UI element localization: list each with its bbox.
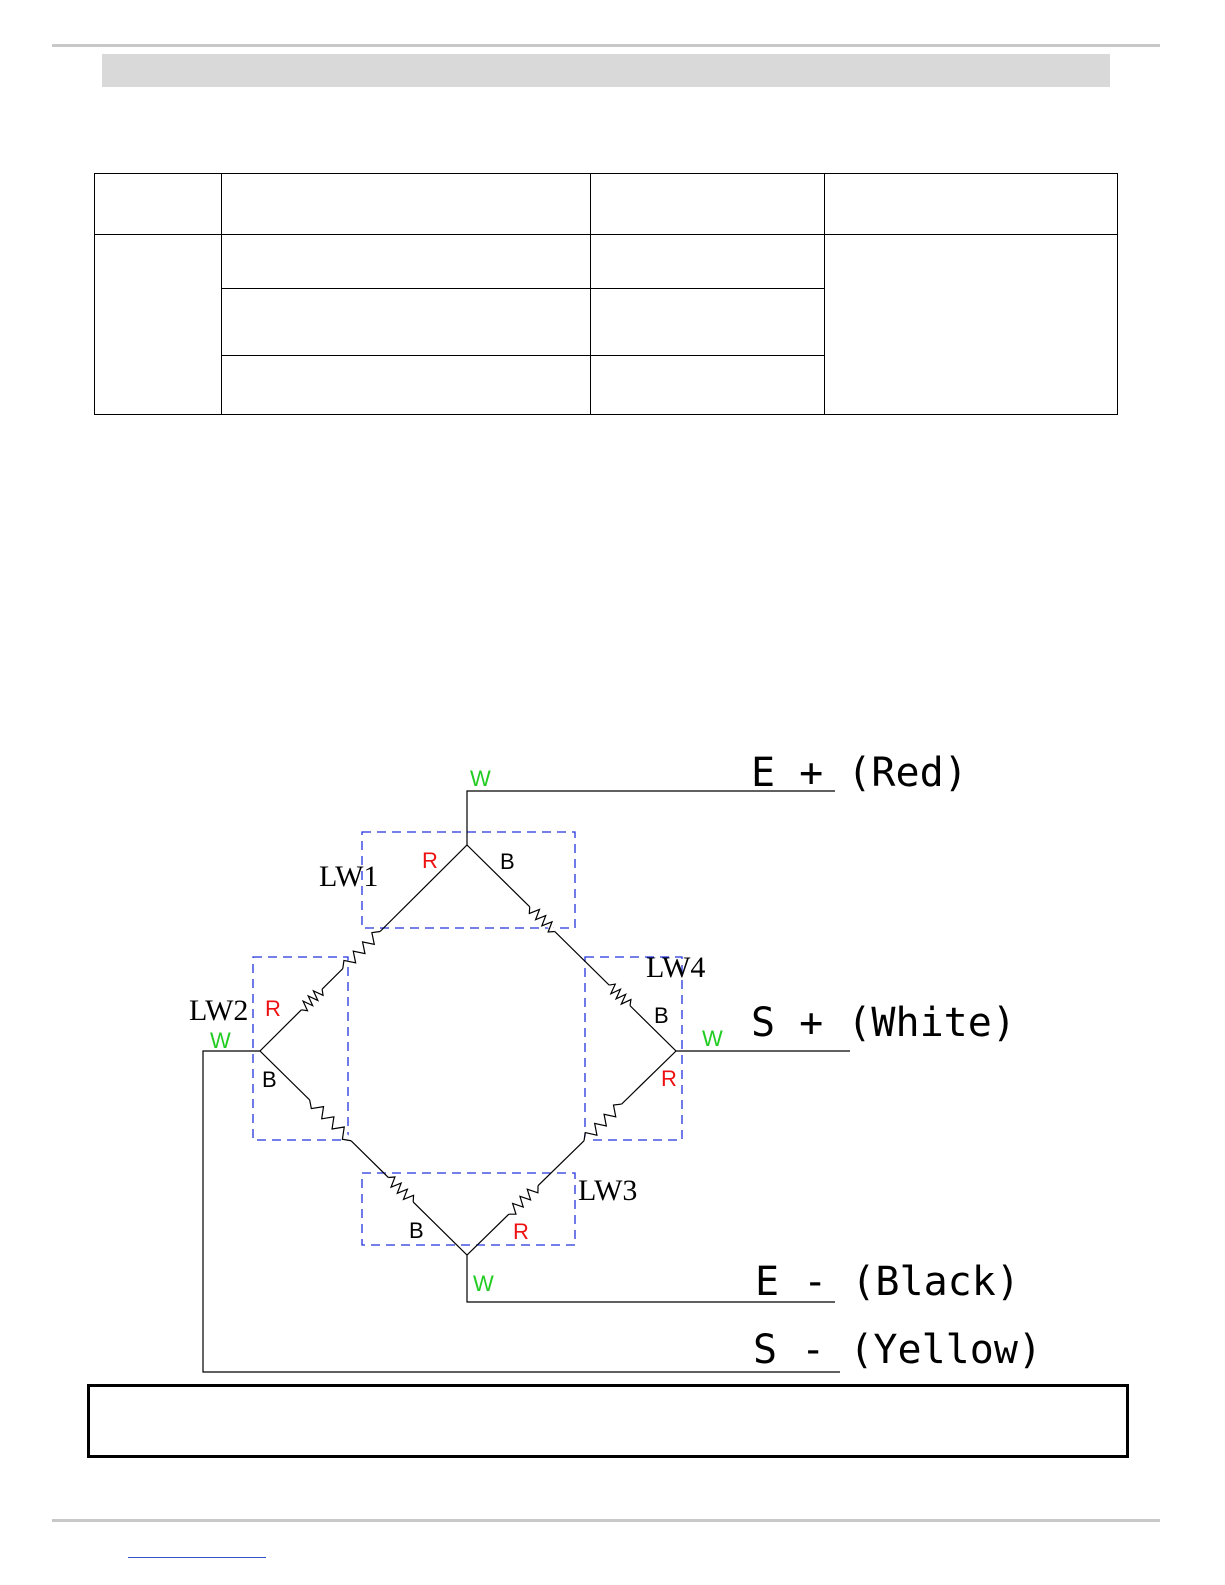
gauge-label-lw1: LW1 <box>319 860 379 893</box>
lw4-tag-bottom: R <box>661 1066 677 1091</box>
lw3-tag-left: B <box>409 1218 424 1243</box>
lw2-boundary <box>253 957 348 1140</box>
footer-link-underline[interactable] <box>128 1557 266 1558</box>
s-minus-wire <box>203 1051 840 1372</box>
gauge-label-lw3: LW3 <box>578 1174 638 1207</box>
node-tag-right: W <box>702 1026 723 1051</box>
node-tag-left: W <box>210 1028 231 1053</box>
lw2-tag-bottom: B <box>262 1067 277 1092</box>
lw4-tag-top: B <box>654 1003 669 1028</box>
gauge-label-lw4: LW4 <box>646 951 706 984</box>
lead-wires <box>203 791 850 1372</box>
footer-rule <box>52 1519 1160 1522</box>
lw4-boundary <box>585 957 682 1140</box>
node-tag-bottom: W <box>473 1271 494 1296</box>
node-tag-top: W <box>470 766 491 791</box>
lw1-tag-right: B <box>500 849 515 874</box>
gauge-label-lw2: LW2 <box>189 994 249 1027</box>
lw3-tag-right: R <box>513 1219 529 1244</box>
terminal-s-minus: S - (Yellow) <box>753 1327 1042 1373</box>
note-box <box>87 1384 1129 1458</box>
terminal-s-plus: S + (White) <box>751 1000 1016 1046</box>
lw1-tag-left: R <box>422 848 438 873</box>
terminal-e-plus: E + (Red) <box>751 750 968 796</box>
terminal-e-minus: E - (Black) <box>755 1259 1020 1305</box>
e-plus-wire <box>467 791 835 845</box>
lw2-tag-top: R <box>265 996 281 1021</box>
